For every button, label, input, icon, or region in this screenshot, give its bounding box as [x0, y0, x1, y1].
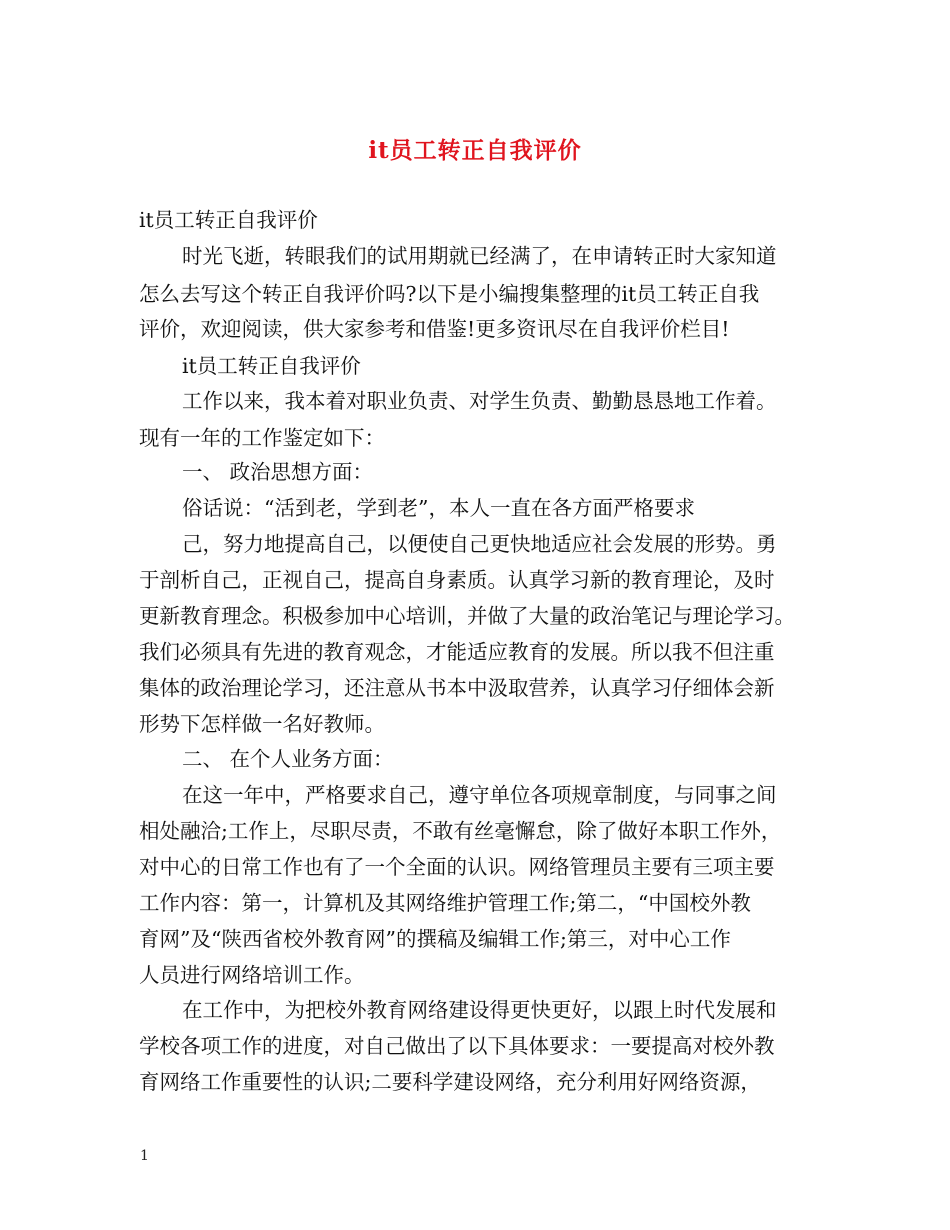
section-heading: 一、 政治思想方面： [182, 460, 374, 484]
paragraph-line: 评价，欢迎阅读，供大家参考和借鉴!更多资讯尽在自我评价栏目! [139, 317, 730, 341]
paragraph-line: 在这一年中，严格要求自己，遵守单位各项规章制度，与同事之间 [182, 783, 777, 807]
paragraph-line: 我们必须具有先进的教育观念，才能适应教育的发展。所以我不但注重 [139, 640, 775, 664]
paragraph-line: 相处融洽;工作上，尽职尽责，不敢有丝毫懈怠，除了做好本职工作外， [139, 819, 782, 843]
paragraph-line: 工作内容：第一，计算机及其网络维护管理工作;第二，“中国校外教 [139, 891, 751, 915]
paragraph-line: 时光飞逝，转眼我们的试用期就已经满了，在申请转正时大家知道 [182, 244, 777, 268]
paragraph-line: 俗话说：“活到老，学到老”，本人一直在各方面严格要求 [182, 496, 695, 520]
paragraph-line: 己，努力地提高自己，以便使自己更快地适应社会发展的形势。勇 [182, 532, 777, 556]
page-number: 1 [140, 1148, 149, 1164]
paragraph-line: 学校各项工作的进度，对自己做出了以下具体要求：一要提高对校外教 [139, 1034, 775, 1058]
section-heading: 二、 在个人业务方面： [182, 747, 394, 771]
paragraph-line: 于剖析自己，正视自己，提高自身素质。认真学习新的教育理论，及时 [139, 568, 775, 592]
paragraph-line: 现有一年的工作鉴定如下： [139, 426, 385, 450]
paragraph-line: 育网络工作重要性的认识;二要科学建设网络，充分利用好网络资源， [139, 1070, 761, 1094]
document-title: it员工转正自我评价 [368, 137, 582, 164]
paragraph-line: 集体的政治理论学习，还注意从书本中汲取营养，认真学习仔细体会新 [139, 676, 775, 700]
paragraph-line: it员工转正自我评价 [139, 208, 318, 232]
paragraph-line: 在工作中，为把校外教育网络建设得更快更好，以跟上时代发展和 [182, 998, 777, 1022]
paragraph-line: 对中心的日常工作也有了一个全面的认识。网络管理员主要有三项主要 [139, 855, 775, 879]
paragraph-line: 育网”及“陕西省校外教育网”的撰稿及编辑工作;第三，对中心工作 [139, 927, 731, 951]
paragraph-line: 人员进行网络培训工作。 [139, 963, 365, 987]
paragraph-line: 更新教育理念。积极参加中心培训，并做了大量的政治笔记与理论学习。 [139, 604, 795, 628]
paragraph-line: 怎么去写这个转正自我评价吗?以下是小编搜集整理的it员工转正自我 [139, 282, 760, 306]
paragraph-line: 工作以来，我本着对职业负责、对学生负责、勤勤恳恳地工作着。 [182, 389, 777, 413]
paragraph-line: 形势下怎样做一名好教师。 [139, 712, 385, 736]
paragraph-line: it员工转正自我评价 [182, 354, 361, 378]
